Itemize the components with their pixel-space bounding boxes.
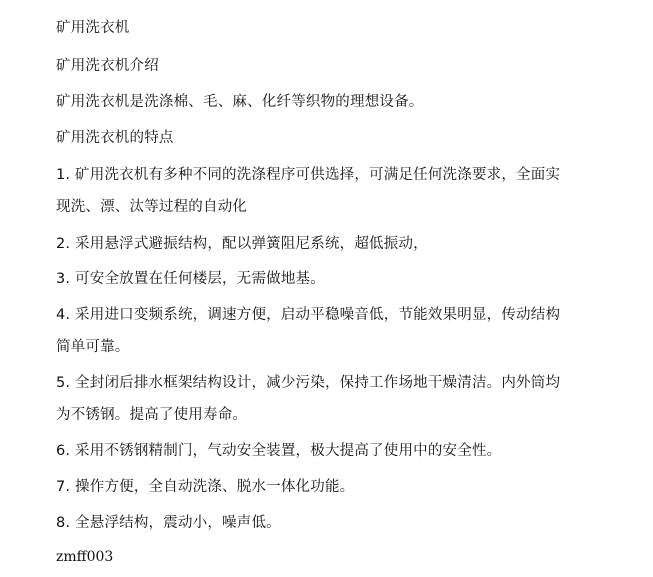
feature-item-8 — [56, 507, 626, 539]
feature-item-2 — [56, 228, 626, 260]
features-heading: 矿用洗衣机的特点 — [56, 130, 174, 146]
feature-line: 7. 操作方便，全自动洗涤、脱水一体化功能。 — [56, 479, 355, 495]
feature-line: 5. 全封闭后排水框架结构设计，减少污染，保持工作场地干燥清洁。内外筒均 — [56, 375, 561, 391]
feature-line: 3. 可安全放置在任何楼层，无需做地基。 — [56, 271, 325, 287]
feature-line: 简单可靠。 — [56, 339, 130, 355]
feature-line: 4. 采用进口变频系统，调速方便，启动平稳噪音低，节能效果明显，传动结构 — [56, 307, 561, 323]
feature-item-4 — [56, 299, 626, 363]
intro-heading: 矿用洗衣机介绍 — [56, 58, 159, 74]
intro-text: 矿用洗衣机是洗涤棉、毛、麻、化纤等织物的理想设备。 — [56, 94, 424, 110]
feature-line: 6. 采用不锈钢精制门，气动安全装置，极大提高了使用中的安全性。 — [56, 443, 502, 459]
document-title: 矿用洗衣机 — [56, 20, 130, 36]
feature-line: 现洗、漂、汰等过程的自动化 — [56, 199, 248, 215]
feature-item-7 — [56, 471, 626, 503]
feature-line: 1. 矿用洗衣机有多种不同的洗涤程序可供选择，可满足任何洗涤要求，全面实 — [56, 167, 561, 183]
feature-line: 8. 全悬浮结构，震动小，噪声低。 — [56, 515, 281, 531]
feature-item-6 — [56, 435, 626, 467]
document-code: zmff003 — [56, 549, 114, 565]
feature-line: 2. 采用悬浮式避振结构，配以弹簧阻尼系统，超低振动， — [56, 236, 428, 252]
feature-item-1 — [56, 159, 626, 223]
feature-item-3 — [56, 263, 626, 295]
feature-line: 为不锈钢。提高了使用寿命。 — [56, 407, 248, 423]
feature-item-5 — [56, 367, 626, 431]
